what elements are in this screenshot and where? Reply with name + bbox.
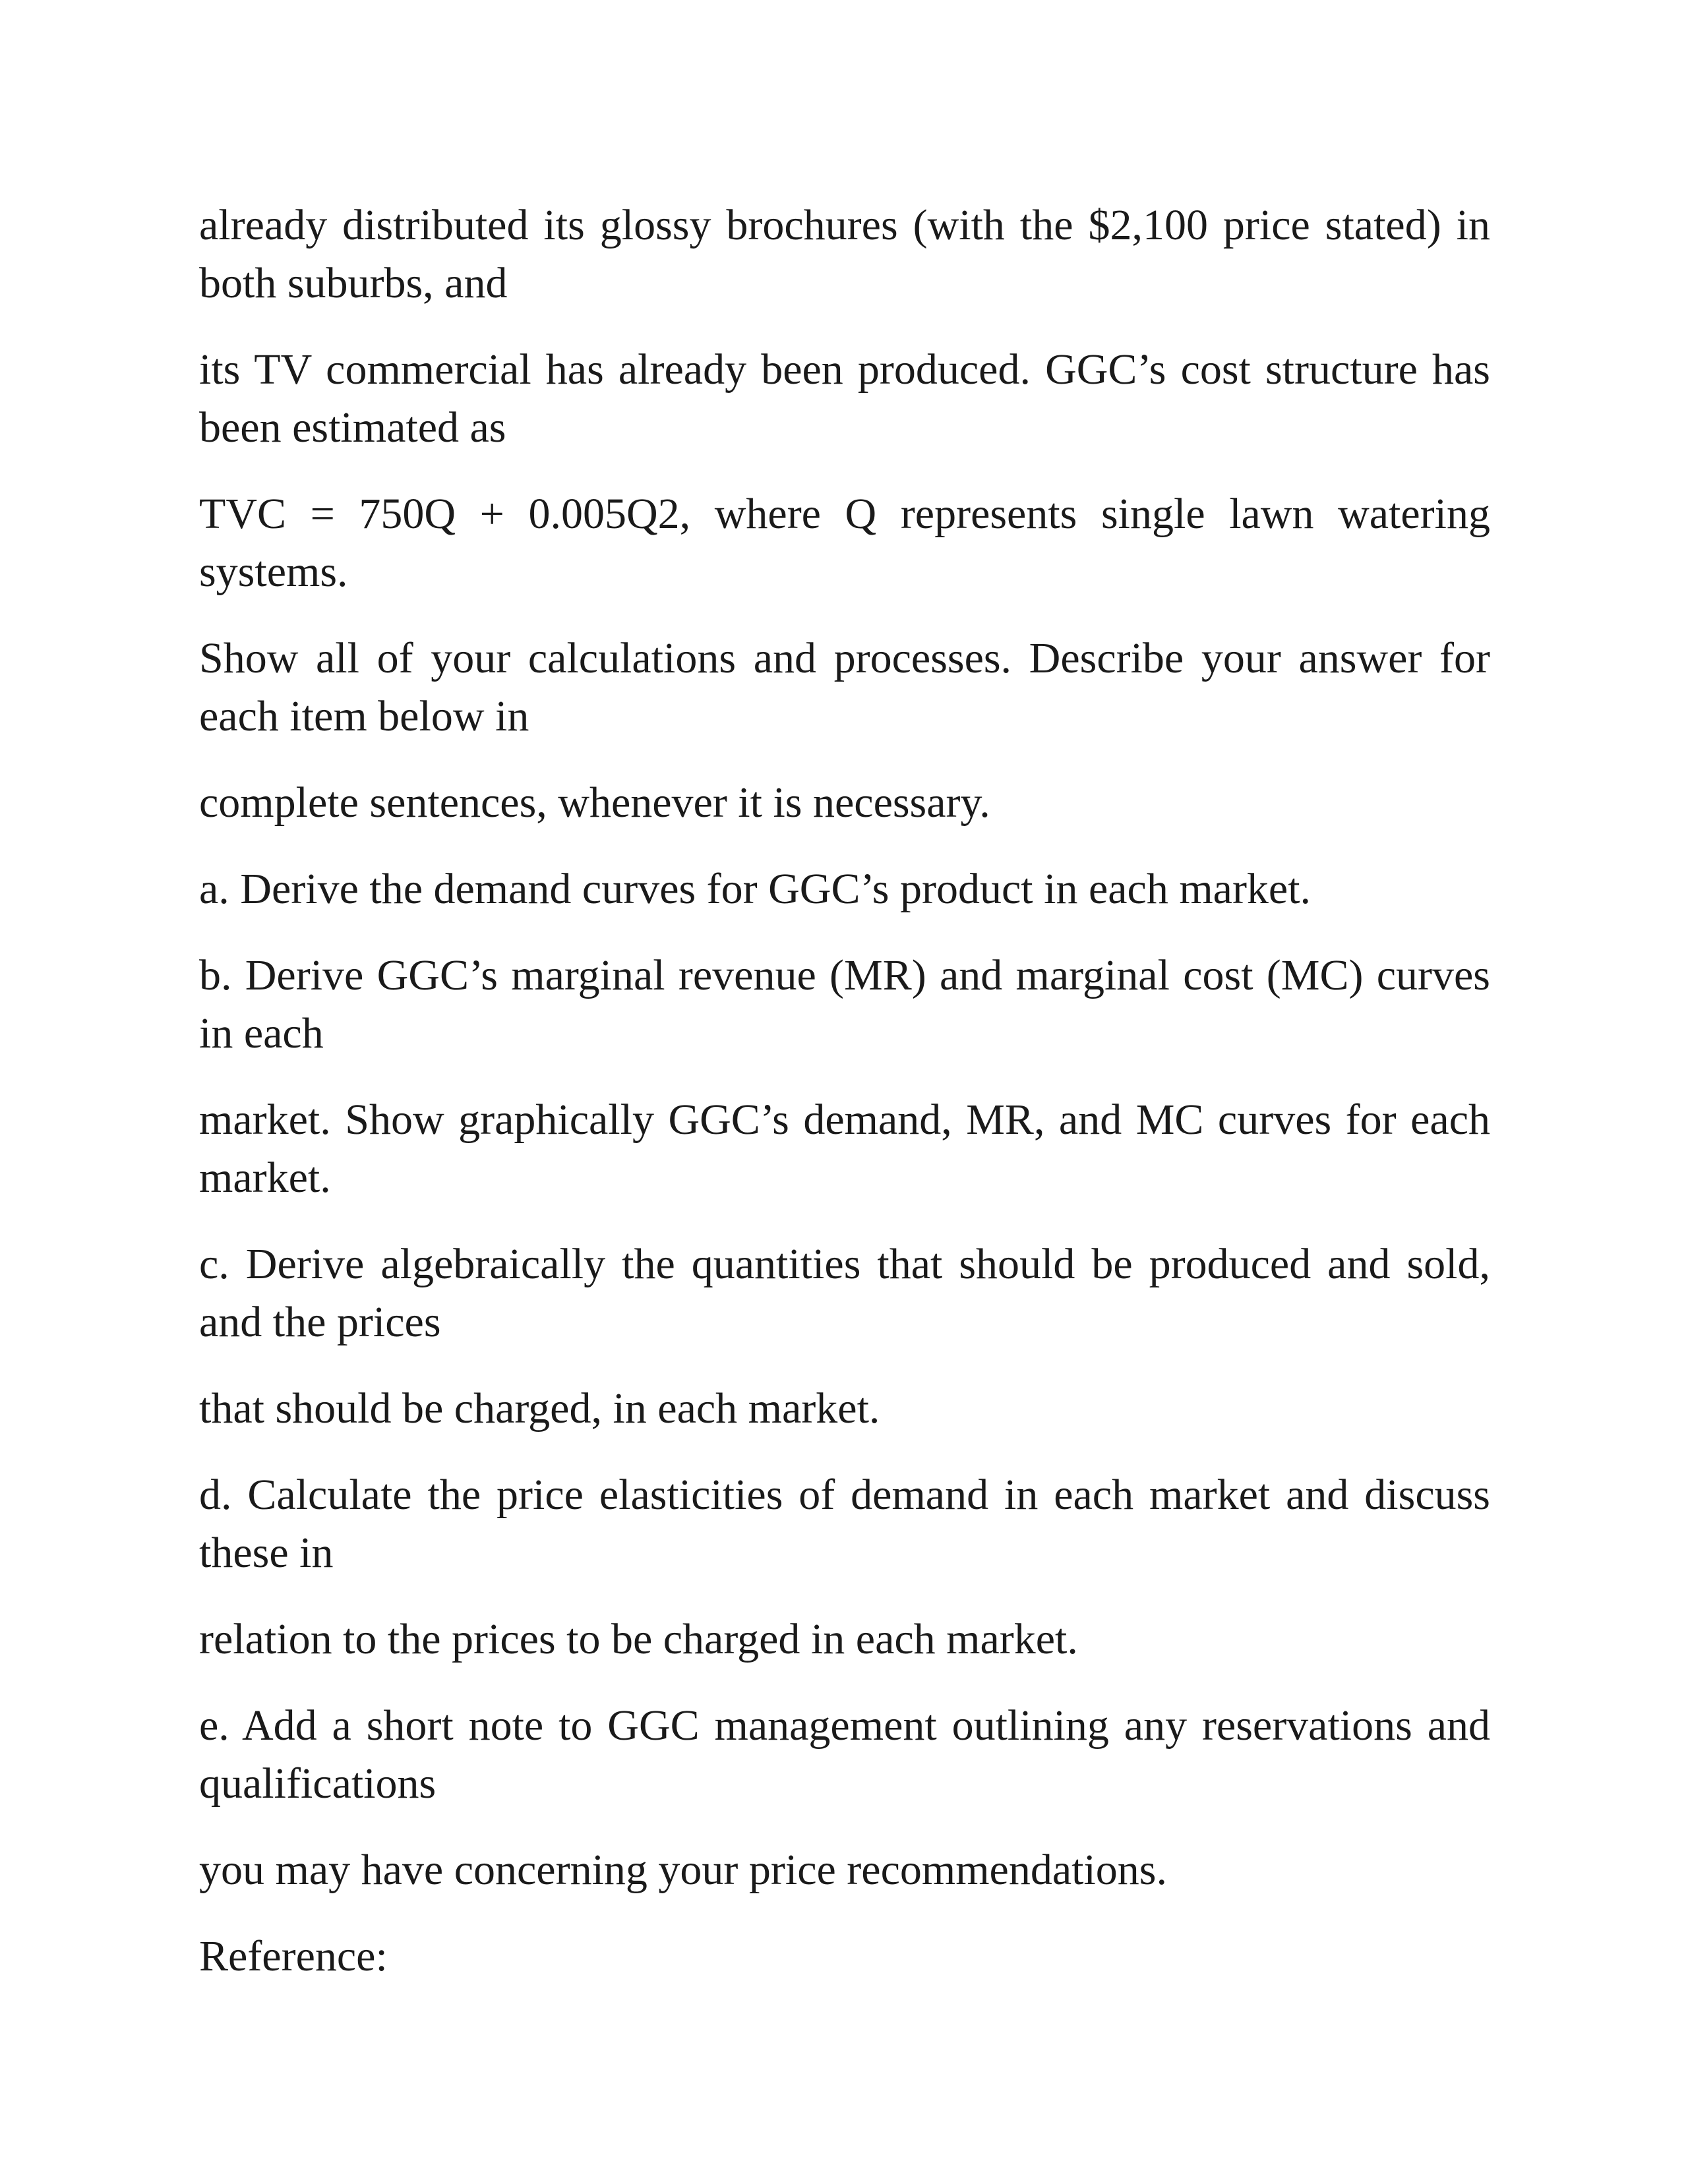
paragraph-cost-structure: its TV commercial has already been produced. GGC’s cost structure has been estimated as — [199, 345, 1490, 452]
document-body — [199, 196, 1490, 2014]
paragraph-brochures: already distributed its glossy brochures (with the $2,100 price stated) in both suburbs, and — [199, 201, 1490, 307]
question-d: d. Calculate the price elasticities of demand in each market and discuss these in — [199, 1471, 1490, 1577]
paragraph-tvc-equation: TVC = 750Q + 0.005Q2, where Q represents single lawn watering systems. — [199, 490, 1490, 596]
paragraph-instructions-cont: complete sentences, whenever it is necessary. — [199, 779, 990, 827]
question-b: b. Derive GGC’s marginal revenue (MR) and marginal cost (MC) curves in each — [199, 951, 1490, 1057]
reference-heading: Reference: — [199, 1932, 388, 1980]
question-c-cont: that should be charged, in each market. — [199, 1384, 880, 1432]
question-e: e. Add a short note to GGC management outlining any reservations and qualifications — [199, 1701, 1490, 1808]
question-a: a. Derive the demand curves for GGC’s product in each market. — [199, 865, 1311, 913]
question-c: c. Derive algebraically the quantities that should be produced and sold, and the prices — [199, 1240, 1490, 1346]
paragraph-instructions: Show all of your calculations and processes. Describe your answer for each item below in — [199, 634, 1490, 740]
question-b-cont: market. Show graphically GGC’s demand, MR, and MC curves for each market. — [199, 1096, 1490, 1202]
question-d-cont: relation to the prices to be charged in each market. — [199, 1615, 1078, 1663]
question-e-cont: you may have concerning your price recommendations. — [199, 1846, 1167, 1894]
